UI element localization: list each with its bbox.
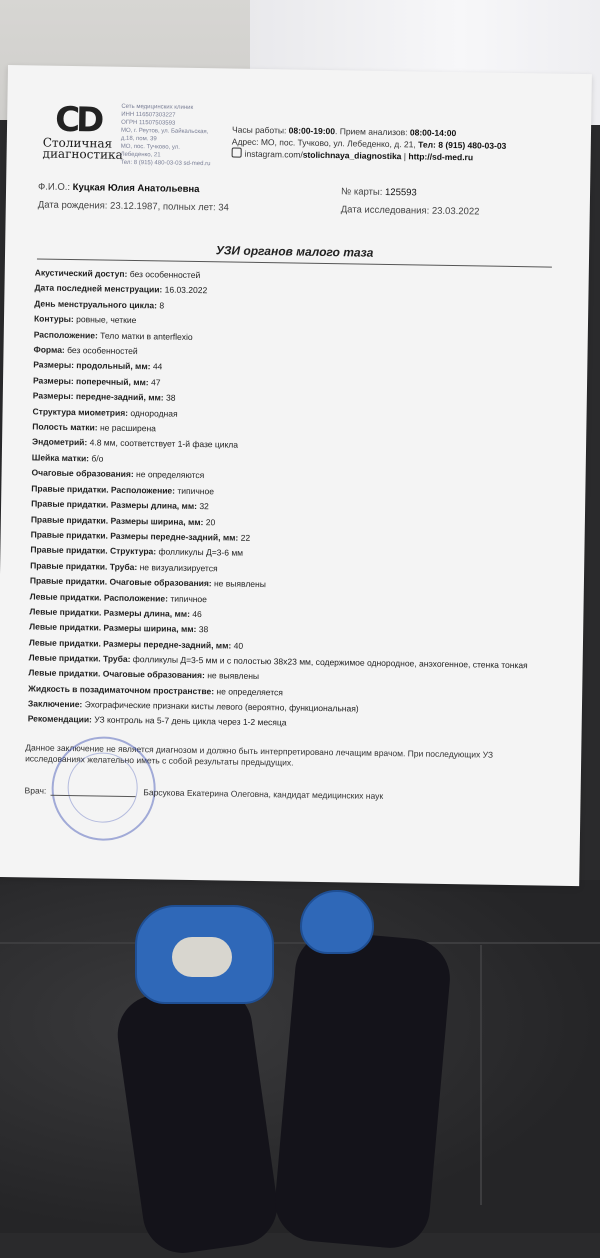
right-leg — [272, 929, 453, 1251]
field-row: Правые придатки. Очаговые образования: не выявлены — [29, 575, 266, 590]
floor-seam — [0, 942, 600, 944]
card-number: № карты: 125593 — [340, 186, 417, 199]
field-row: Акустический доступ: без особенностей — [34, 267, 201, 281]
field-row: Контуры: ровные, четкие — [33, 313, 137, 326]
field-row: Правые придатки. Структура: фолликулы Д=3-6 мм — [30, 544, 244, 559]
logo-line: МО, г. Реутов, ул. Байкальская, д.18, пом. 39 — [120, 127, 209, 143]
field-row: День менструального цикла: 8 — [34, 298, 165, 311]
doctor-name: Барсукова Екатерина Олеговна, кандидат медицинских наук — [143, 787, 384, 801]
field-row: Эндометрий: 4.8 мм, соответствует 1-й фазе цикла — [32, 436, 239, 451]
patient-dob: Дата рождения: 23.12.1987, полных лет: 34 — [37, 199, 229, 214]
field-row: Левые придатки. Размеры передне-задний, мм: 40 — [28, 637, 244, 651]
field-row: Правые придатки. Размеры передне-задний, мм: 22 — [30, 529, 251, 543]
field-row: Левые придатки. Труба: фолликулы Д=3-5 мм и с полостью 38x23 мм, содержимое однородное, анэхогенное, стенка тонкая — [28, 652, 528, 671]
logo-mark: CD — [54, 99, 101, 141]
field-row: Очаговые образования: не определяются — [31, 467, 205, 481]
clinic-logo — [42, 96, 211, 168]
report-title: УЗИ органов малого таза — [37, 240, 552, 267]
logo-line: ИНН 116507303227 — [121, 111, 176, 119]
disclaimer: Данное заключение не является диагнозом и должно быть интерпретировано лечащим врачом. При последующих УЗ исследованиях желательно иметь с собой результаты предыдущих. — [25, 742, 494, 768]
field-row: Заключение: Эхографические признаки кисты левого (вероятно, функциональная) — [27, 698, 359, 714]
sneaker — [172, 937, 232, 977]
field-row: Левые придатки. Очаговые образования: не выявлены — [28, 667, 260, 682]
report-fields — [28, 265, 560, 735]
field-row: Левые придатки. Размеры длина, мм: 46 — [29, 606, 202, 620]
field-row: Шейка матки: б/о — [31, 452, 104, 464]
logo-small-text — [120, 103, 211, 168]
exam-date: Дата исследования: 23.03.2022 — [340, 204, 480, 218]
patient-info — [38, 178, 230, 217]
field-row: Размеры: передне-задний, мм: 38 — [32, 390, 176, 403]
patient-name: Ф.И.О.: Куцкая Юлия Анатольевна — [38, 181, 200, 196]
field-row: Расположение: Тело матки в anterflexio — [33, 329, 193, 342]
clinic-links: instagram.com/stolichnaya_diagnostika | http://sd-med.ru — [232, 148, 532, 165]
field-row: Размеры: поперечный, мм: 47 — [32, 375, 161, 388]
field-row: Полость матки: не расширена — [32, 421, 157, 434]
logo-line: МО, пос. Тучково, ул. Лебеденко, 21 — [120, 143, 181, 159]
field-row: Правые придатки. Расположение: типичное — [31, 483, 215, 496]
logo-line: Тел: 8 (915) 480-03-03 sd-med.ru — [120, 159, 211, 168]
field-row: Правые придатки. Размеры ширина, мм: 20 — [30, 513, 216, 527]
left-shoe-cover — [135, 905, 274, 1004]
field-row: Форма: без особенностей — [33, 344, 138, 357]
logo-line: Сеть медицинских клиник — [121, 103, 194, 111]
field-row: Жидкость в позадиматочном пространстве: не определяется — [28, 682, 284, 697]
clinic-address: Адрес: МО, пос. Тучково, ул. Лебеденко, д. 21, Тел: 8 (915) 480-03-03 — [231, 136, 507, 151]
field-row: Структура миометрия: однородная — [32, 406, 178, 419]
field-row: Правые придатки. Размеры длина, мм: 32 — [31, 498, 209, 512]
right-shoe-cover — [300, 890, 374, 954]
field-row: Левые придатки. Расположение: типичное — [29, 590, 208, 604]
logo-clinic-name: Столичная диагностика — [42, 135, 123, 162]
instagram-icon — [232, 148, 242, 158]
field-row: Рекомендации: УЗ контроль на 5-7 день цикла через 1-2 месяца — [27, 713, 287, 728]
field-row: Дата последней менструации: 16.03.2022 — [34, 282, 208, 296]
field-row: Правые придатки. Труба: не визуализируется — [30, 560, 218, 574]
field-row: Левые придатки. Размеры ширина, мм: 38 — [29, 621, 209, 635]
working-hours: Часы работы: 08:00-19:00. Прием анализов: 08:00-14:00 — [231, 124, 457, 139]
field-row: Размеры: продольный, мм: 44 — [33, 359, 163, 372]
logo-line: ОГРН 11507503593 — [121, 119, 176, 127]
floor-seam-vertical — [480, 945, 482, 1205]
clinic-contacts — [232, 124, 533, 165]
exam-info — [341, 183, 480, 221]
doctor-signature-line: Врач: Барсукова Екатерина Олеговна, кандидат медицинских наук — [24, 785, 384, 801]
document-page — [0, 65, 592, 886]
